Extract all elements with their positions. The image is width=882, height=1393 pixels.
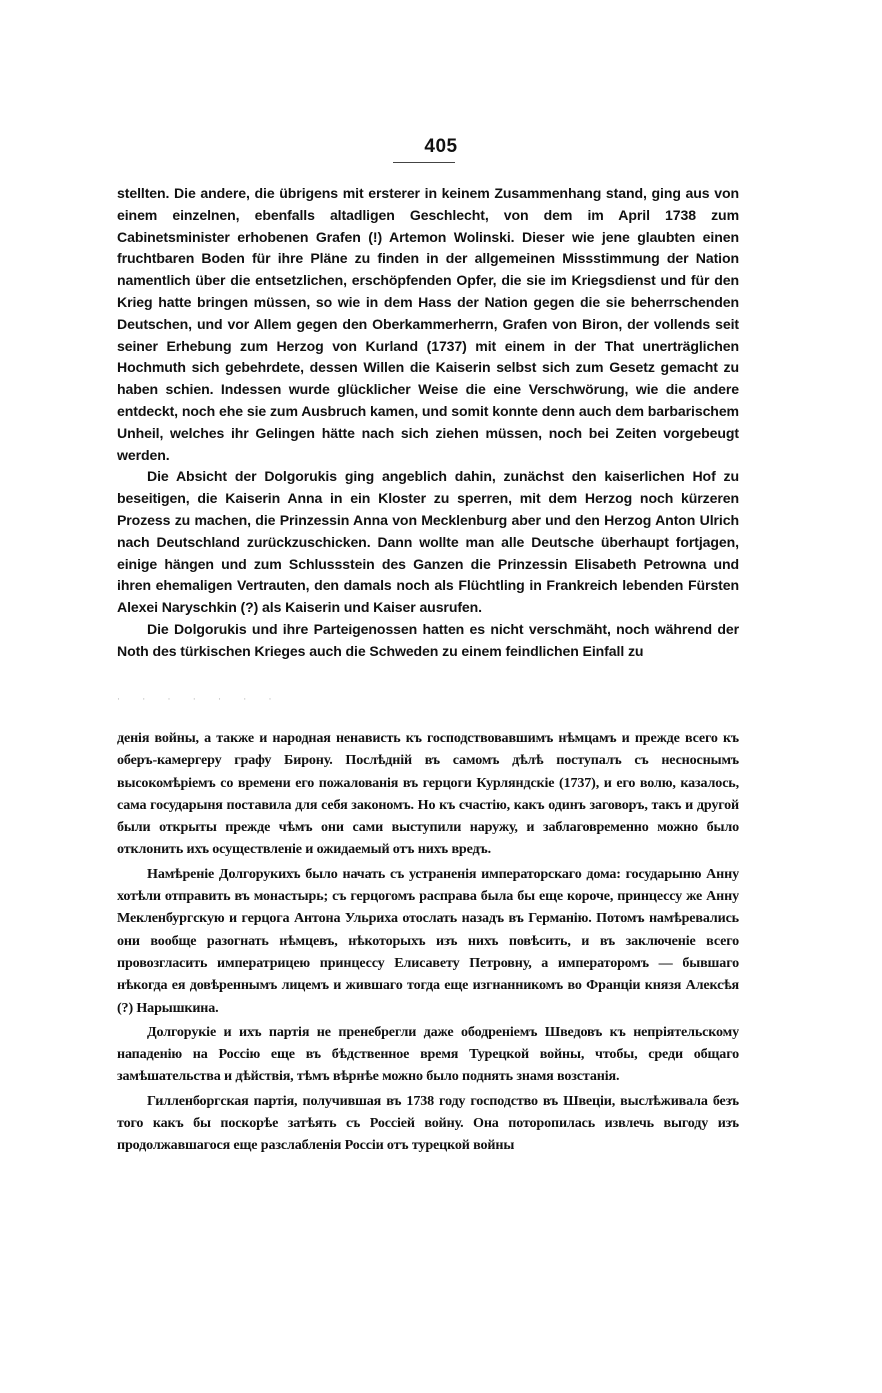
section-divider: · · · · · · · xyxy=(117,694,282,704)
page-number-rule xyxy=(393,162,455,163)
russian-paragraph-3: Долгорукіе и ихъ партія не пренебрегли даже ободреніемъ Шведовъ къ непріятельскому нападенію на Россію еще въ бѣдственное время Турецкой войны, чтобы, среди общаго замѣшательства и дѣйствія, тѣмъ вѣрнѣе можно было поднять знамя возстанія. xyxy=(117,1023,739,1085)
german-paragraph-1: stellten. Die andere, die übrigens mit ersterer in keinem Zusammenhang stand, ging aus von einem einzelnen, ebenfalls altadligen Geschlecht, von dem im April 1738 zum Cabinetsminister erhobenen Grafen (!) Artemon Wolinski. Dieser wie jene glaubten einen fruchtbaren Boden für ihre Pläne zu finden in der allgemeinen Missstimmung der Nation namentlich über die entsetzlichen, erschöpfenden Opfer, die sie im Kriegsdienst und für den Krieg hatte bringen müssen, so wie in dem Hass der Nation gegen die sie beherrschenden Deutschen, und vor Allem gegen den Oberkammerherrn, Grafen von Biron, der vollends seit seiner Erhebung zum Herzog von Kurland (1737) mit einem in der That unerträglichen Hochmuth sich gebehrdete, dessen Willen die Kaiserin selbst sich zum Gesetz gemacht zu haben schien. Indessen wurde glücklicher Weise die eine Verschwörung, wie die andere entdeckt, noch ehe sie zum Ausbruch kamen, und somit konnte denn auch dem barbarischem Unheil, welches ihr Gelingen hätte nach sich ziehen müssen, noch bei Zeiten vorgebeugt werden. xyxy=(117,185,739,463)
russian-paragraph-2: Намѣреніе Долгорукихъ было начать съ устраненія императорскаго дома: государыню Анну хотѣли отправить въ монастырь; съ герцогомъ расправа была бы еще короче, принцессу же Анну Мекленбургскую и герцога Антона Ульриха отослать назадъ въ Германію. Потомъ намѣревались они вообще разогнать нѣмцевъ, нѣкоторыхъ изъ нихъ повѣсить, и въ заключеніе всего провозгласить императрицею принцессу Елисавету Петровну, а императоромъ — бывшаго нѣкогда ея довѣреннымъ лицемъ и жившаго тогда еще изгнанникомъ во Франціи князя Алексѣя (?) Нарышкина. xyxy=(117,865,739,1016)
russian-paragraph-4: Гилленборгская партія, получившая въ 1738 году господство въ Швеціи, выслѣживала безъ того какъ бы поскорѣе затѣять съ Россіей войну. Она поторопилась извлечь выгоду изъ продолжавшагося еще разслабленія Россіи отъ турецкой войны xyxy=(117,1092,739,1154)
russian-paragraph-1: денія войны, а также и народная ненависть къ господствовавшимъ нѣмцамъ и прежде всего къ оберъ-камергеру графу Бирону. Послѣдній въ самомъ дѣлѣ поступалъ съ несноснымъ высокомѣріемъ со времени его пожалованія въ герцоги Курляндскіе (1737), и его волю, казалось, сама государыня поставила для себя закономъ. Но къ счастію, какъ одинъ заговоръ, такъ и другой были открыты прежде чѣмъ они сами выступили наружу, и заблаговременно можно было отклонить ихъ осуществленіе и ожидаемый отъ нихъ вредъ. xyxy=(117,730,739,858)
german-text-block xyxy=(117,183,739,663)
russian-text-block xyxy=(117,727,739,1157)
german-paragraph-3: Die Dolgorukis und ihre Parteigenossen hatten es nicht verschmäht, noch während der Noth des türkischen Krieges auch die Schweden zu einem feindlichen Einfall zu xyxy=(117,620,739,659)
german-paragraph-2: Die Absicht der Dolgorukis ging angeblich dahin, zunächst den kaiserlichen Hof zu beseitigen, die Kaiserin Anna in ein Kloster zu sperren, mit dem Herzog noch kürzeren Prozess zu machen, die Prinzessin Anna von Mecklenburg aber und den Herzog Anton Ulrich nach Deutschland zurückzuschicken. Dann wollte man alle Deutsche überhaupt fortjagen, einige hängen und zum Schlussstein des Ganzen die Prinzessin Elisabeth Petrowna und ihren ehemaligen Vertrauten, den damals noch als Flüchtling in Frankreich lebenden Fürsten Alexei Naryschkin (?) als Kaiserin und Kaiser ausrufen. xyxy=(117,468,739,616)
page-number: 405 xyxy=(424,136,458,157)
